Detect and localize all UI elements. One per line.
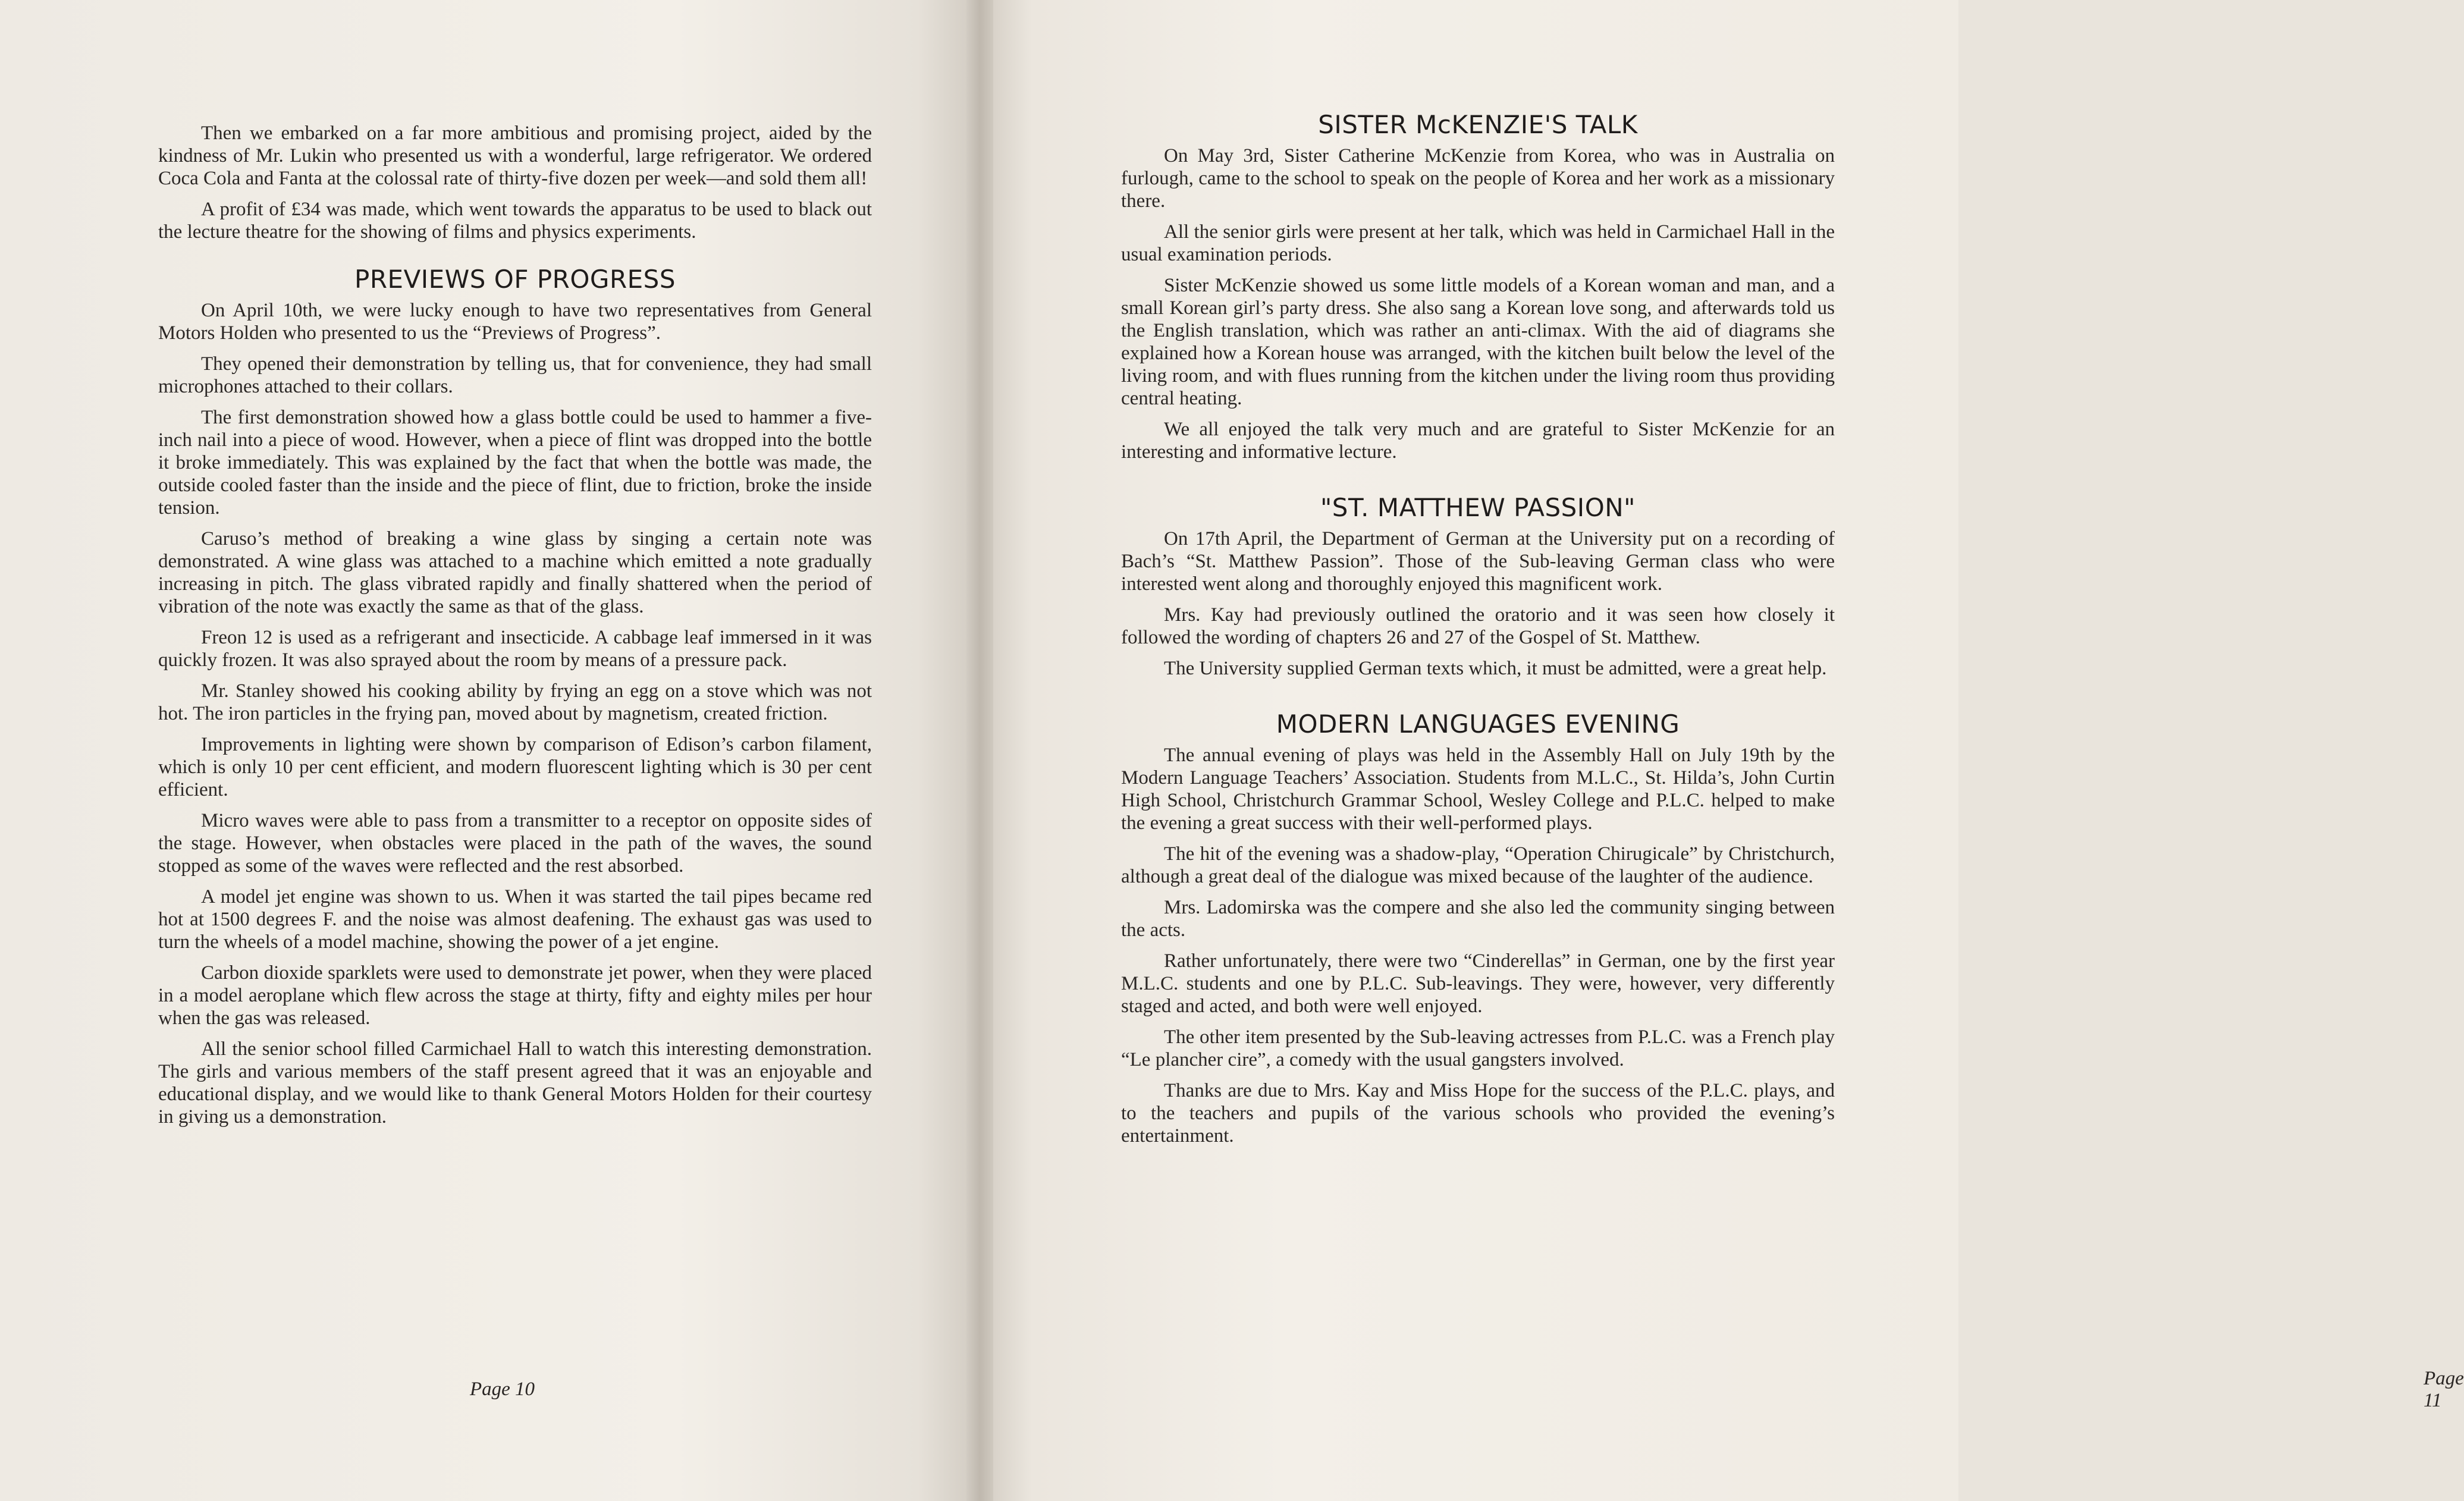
right-page-column [1121,110,1835,1155]
body-paragraph: We all enjoyed the talk very much and are grateful to Sister McKenzie for an interesting and informative lecture. [1121,419,1835,463]
page-number-right: Page 11 [2424,1368,2464,1411]
left-page [0,0,966,1501]
section-heading-st-matthew-passion: "ST. MATTHEW PASSION" [1320,493,1636,522]
book-gutter [966,0,993,1501]
body-paragraph: Improvements in lighting were shown by comparison of Edison’s carbon filament, which is only 10 per cent efficient, and modern fluorescent lighting which is 30 per cent efficient. [158,734,872,800]
intro-paragraph: A profit of £34 was made, which went towards the apparatus to be used to black out the lecture theatre for the showing of films and physics experiments. [158,199,872,243]
section-heading-sister-mckenzie: SISTER McKENZIE'S TALK [1318,110,1638,139]
body-paragraph: Sister McKenzie showed us some little models of a Korean woman and man, and a small Korean girl’s party dress. She also sang a Korean love song, and afterwards told us the English translation, which was rather an anti-climax. With the aid of diagrams she explained how a Korean house was arranged, with the kitchen built below the level of the living room, and with flues running from the kitchen under the living room thus providing central heating. [1121,275,1835,409]
body-paragraph: They opened their demonstration by telling us, that for convenience, they had small microphones attached to their collars. [158,353,872,397]
body-paragraph: On April 10th, we were lucky enough to have two representatives from General Motors Holden who presented to us the “Previews of Progress”. [158,300,872,344]
body-paragraph: Mrs. Ladomirska was the compere and she also led the community singing between the acts. [1121,897,1835,941]
body-paragraph: All the senior school filled Carmichael Hall to watch this interesting demonstration. The girls and various members of the staff present agreed that it was an enjoyable and educational display, and we would like to thank General Motors Holden for their courtesy in giving us a demonstration. [158,1038,872,1128]
section-heading-previews-of-progress: PREVIEWS OF PROGRESS [354,265,676,294]
left-page-column [158,122,872,1136]
body-paragraph: Carbon dioxide sparklets were used to demonstrate jet power, when they were placed in a model aeroplane which flew across the stage at thirty, fifty and eighty miles per hour when the gas was released. [158,962,872,1029]
body-paragraph: Rather unfortunately, there were two “Cinderellas” in German, one by the first year M.L.C. students and one by P.L.C. Sub-leavings. They were, however, very differently staged and acted, and both were well enjoyed. [1121,950,1835,1017]
body-paragraph: Caruso’s method of breaking a wine glass by singing a certain note was demonstrated. A wine glass was attached to a machine which emitted a note gradually increasing in pitch. The glass vibrated rapidly and finally shattered when the period of vibration of the note was exactly the same as that of the glass. [158,528,872,617]
body-paragraph: On 17th April, the Department of German at the University put on a recording of Bach’s “St. Matthew Passion”. Those of the Sub-leaving German class who were interested went along and thoroughly enjoyed this magnificent work. [1121,528,1835,595]
body-paragraph: On May 3rd, Sister Catherine McKenzie from Korea, who was in Australia on furlough, came to the school to speak on the people of Korea and her work as a missionary there. [1121,145,1835,212]
body-paragraph: The other item presented by the Sub-leaving actresses from P.L.C. was a French play “Le plancher cire”, a comedy with the usual gangsters involved. [1121,1026,1835,1070]
body-paragraph: The first demonstration showed how a glass bottle could be used to hammer a five-inch nail into a piece of wood. However, when a piece of flint was dropped into the bottle it broke immediately. This was explained by the fact that when the bottle was made, the outside cooled faster than the inside and the piece of flint, due to friction, broke the inside tension. [158,407,872,519]
body-paragraph: Mr. Stanley showed his cooking ability by frying an egg on a stove which was not hot. The iron particles in the frying pan, moved about by magnetism, created friction. [158,680,872,724]
body-paragraph: Thanks are due to Mrs. Kay and Miss Hope for the success of the P.L.C. plays, and to the teachers and pupils of the various schools who provided the evening’s entertainment. [1121,1080,1835,1147]
body-paragraph: Freon 12 is used as a refrigerant and insecticide. A cabbage leaf immersed in it was quickly frozen. It was also sprayed about the room by means of a pressure pack. [158,627,872,671]
body-paragraph: All the senior girls were present at her talk, which was held in Carmichael Hall in the usual examination periods. [1121,221,1835,265]
body-paragraph: Micro waves were able to pass from a transmitter to a receptor on opposite sides of the stage. However, when obstacles were placed in the path of the waves, the sound stopped as some of the waves were reflected and the rest absorbed. [158,810,872,877]
page-number-left: Page 10 [470,1378,535,1400]
intro-paragraph: Then we embarked on a far more ambitious and promising project, aided by the kindness of Mr. Lukin who presented us with a wonderful, large refrigerator. We ordered Coca Cola and Fanta at the colossal rate of thirty-five dozen per week—and sold them all! [158,123,872,189]
body-paragraph: The annual evening of plays was held in the Assembly Hall on July 19th by the Modern Language Teachers’ Association. Students from M.L.C., St. Hilda’s, John Curtin High School, Christchurch Grammar School, Wesley College and P.L.C. helped to make the evening a great success with their well-performed plays. [1121,745,1835,834]
body-paragraph: The University supplied German texts which, it must be admitted, were a great help. [1164,658,1827,679]
body-paragraph: Mrs. Kay had previously outlined the oratorio and it was seen how closely it followed the wording of chapters 26 and 27 of the Gospel of St. Matthew. [1121,604,1835,648]
body-paragraph: The hit of the evening was a shadow-play, “Operation Chirugicale” by Christchurch, although a great deal of the dialogue was mixed because of the laughter of the audience. [1121,843,1835,887]
body-paragraph: A model jet engine was shown to us. When it was started the tail pipes became red hot at 1500 degrees F. and the noise was almost deafening. The exhaust gas was used to turn the wheels of a model machine, showing the power of a jet engine. [158,886,872,953]
section-heading-modern-languages-evening: MODERN LANGUAGES EVENING [1276,709,1680,739]
